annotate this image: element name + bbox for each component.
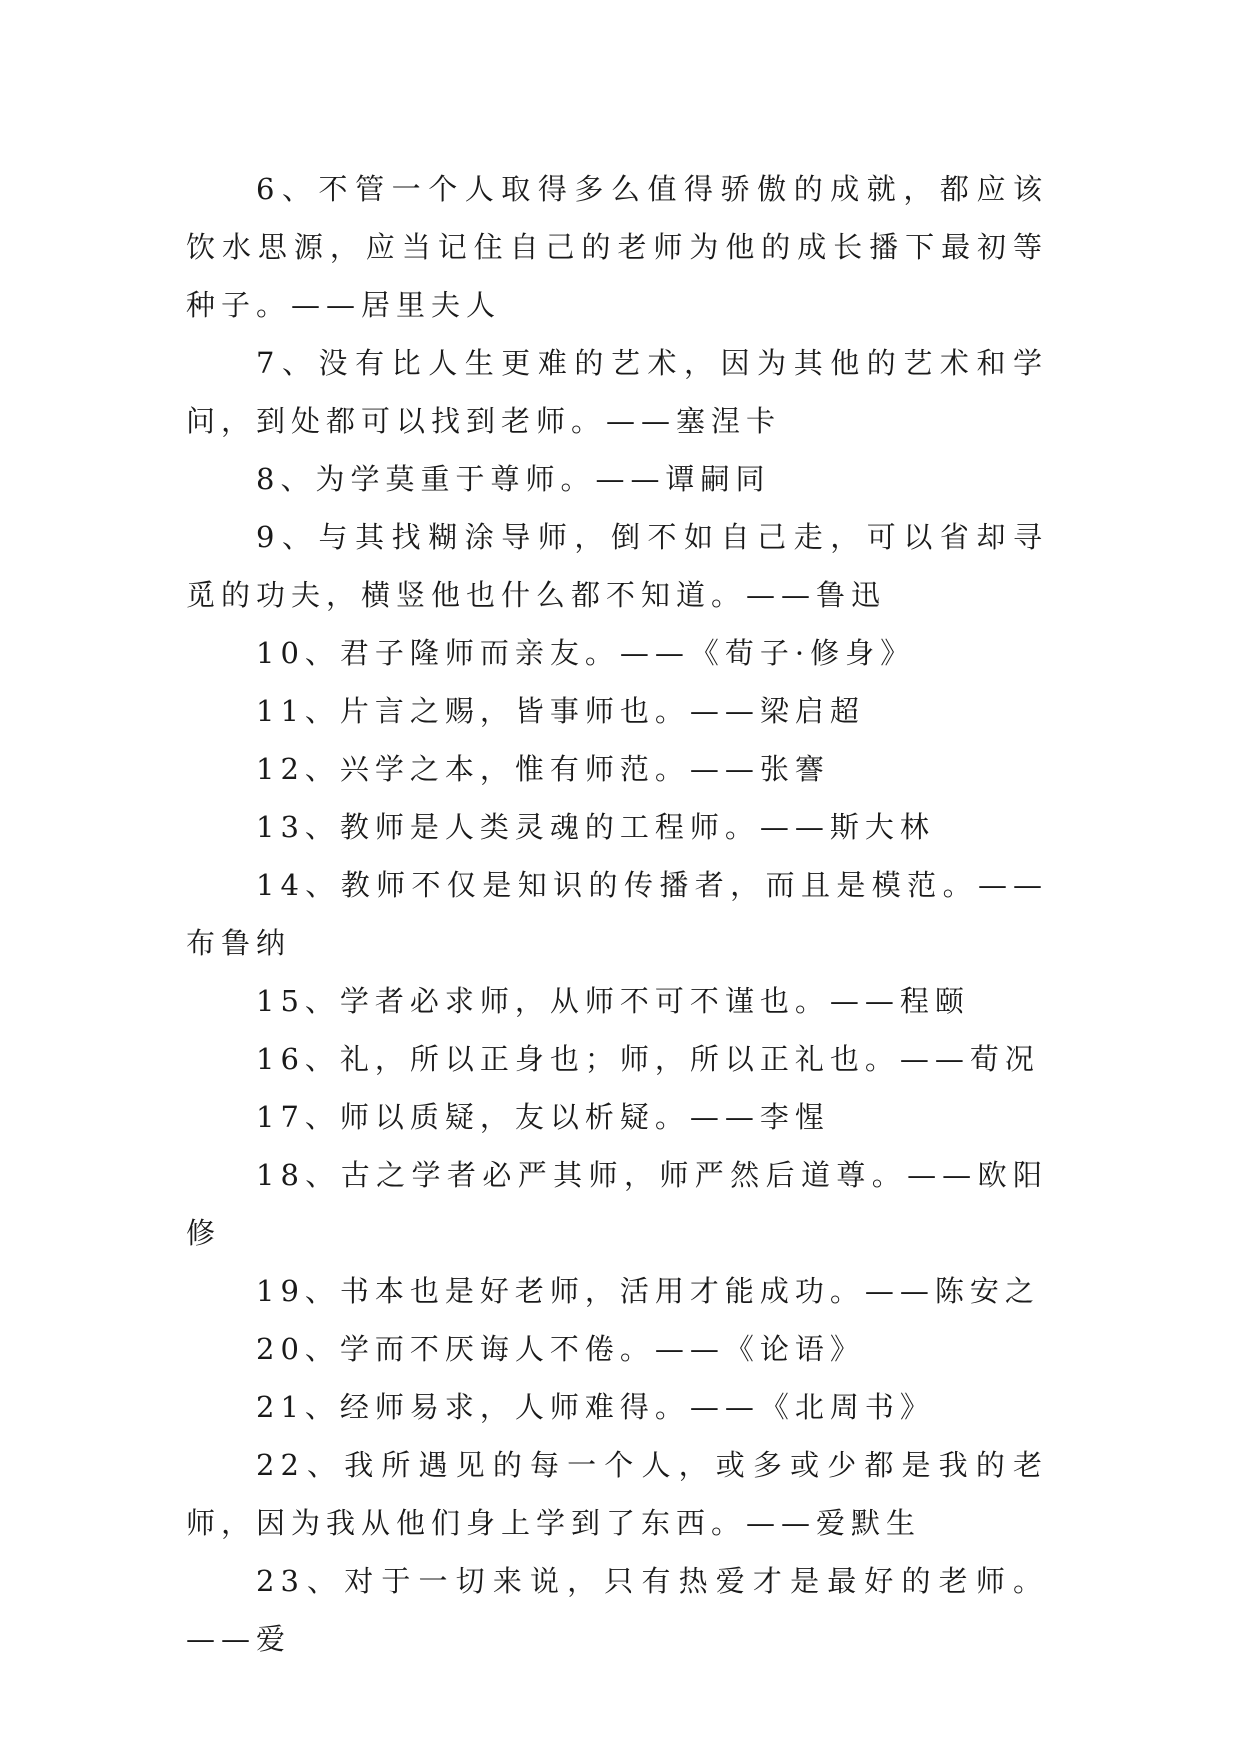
quote-paragraph: 12、兴学之本，惟有师范。——张謇: [256, 752, 830, 786]
quote-paragraph: 15、学者必求师，从师不可不谨也。——程颐: [256, 984, 970, 1018]
quote-paragraph: 13、教师是人类灵魂的工程师。——斯大林: [256, 810, 935, 844]
quote-paragraph: 14、教师不仅是知识的传播者，而且是模范。——布鲁纳: [186, 868, 1048, 960]
quote-paragraph: 7、没有比人生更难的艺术，因为其他的艺术和学问，到处都可以找到老师。——塞涅卡: [186, 346, 1048, 438]
quote-paragraph: 11、片言之赐，皆事师也。——梁启超: [256, 694, 865, 728]
quote-paragraph: 19、书本也是好老师，活用才能成功。——陈安之: [256, 1274, 1040, 1308]
quote-paragraph: 17、师以质疑，友以析疑。——李惺: [256, 1100, 830, 1134]
quote-paragraph: 21、经师易求，人师难得。——《北周书》: [256, 1390, 935, 1424]
quote-paragraph: 18、古之学者必严其师，师严然后道尊。——欧阳修: [186, 1158, 1048, 1250]
quote-paragraph: 20、学而不厌诲人不倦。——《论语》: [256, 1332, 865, 1366]
quote-paragraph: 8、为学莫重于尊师。——谭嗣同: [256, 462, 771, 496]
quote-paragraph: 23、对于一切来说，只有热爱才是最好的老师。——爱: [186, 1564, 1048, 1656]
quote-paragraph: 9、与其找糊涂导师，倒不如自己走，可以省却寻觅的功夫，横竖他也什么都不知道。——鲁迅: [186, 520, 1048, 612]
quote-paragraph: 16、礼，所以正身也；师，所以正礼也。——荀况: [256, 1042, 1040, 1076]
quote-paragraph: 22、我所遇见的每一个人，或多或少都是我的老师，因为我从他们身上学到了东西。——爱默生: [186, 1448, 1048, 1540]
quote-list: [186, 160, 1048, 1668]
quote-paragraph: 10、君子隆师而亲友。——《荀子·修身》: [256, 636, 916, 670]
quote-paragraph: 6、不管一个人取得多么值得骄傲的成就，都应该饮水思源，应当记住自己的老师为他的成长播下最初等种子。——居里夫人: [186, 172, 1048, 322]
